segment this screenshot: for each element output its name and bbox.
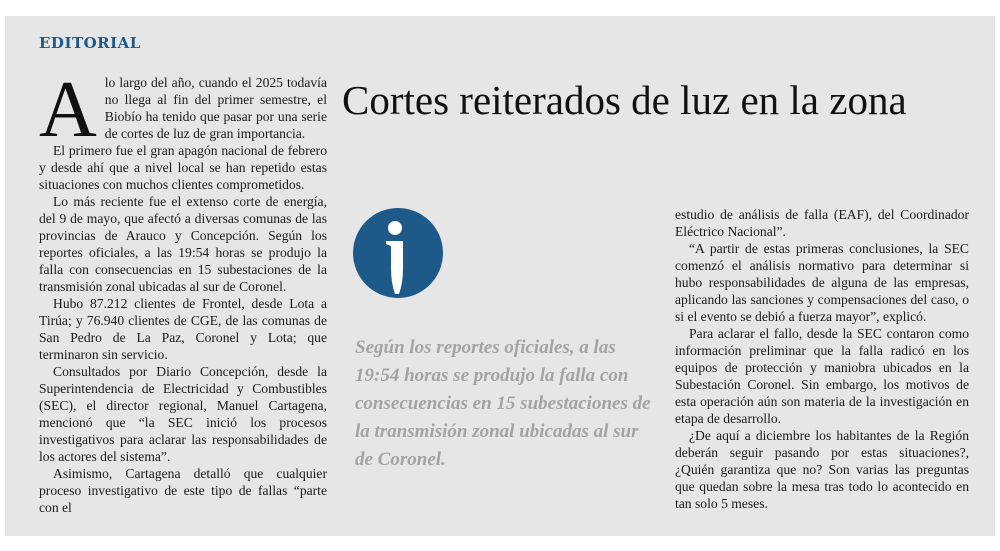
- drop-cap: A: [39, 66, 97, 154]
- paragraph: El primero fue el gran apagón nacional de febrero y desde ahí que a nivel local se han repetido estas situaciones con muchos clientes comprometidos.: [39, 143, 327, 192]
- paragraph: estudio de análisis de falla (EAF), del Coordinador Eléctrico Nacional”.: [675, 207, 969, 239]
- info-icon: [353, 208, 443, 298]
- paragraph: Consultados por Diario Concepción, desde la Superintendencia de Electricidad y Combustibles (SEC), el director regional, Manuel Cartagena, mencionó que “la SEC inició los procesos investigativos para aclarar las responsabilidades de los actores del sistema”.: [39, 364, 327, 464]
- paragraph: “A partir de estas primeras conclusiones, la SEC comenzó el análisis normativo para determinar si hubo responsabilidades de alguna de las empresas, aplicando las sanciones y compensaciones del caso, o si el evento se debió a fuerza mayor”, explicó.: [675, 241, 969, 324]
- paragraph: Alo largo del año, cuando el 2025 todavía no llega al fin del primer semestre, el Biobío ha tenido que pasar por una serie de cortes de luz de gran importancia.: [39, 66, 327, 154]
- pull-quote: Según los reportes oficiales, a las 19:54 horas se produjo la falla con consecuencias en 15 subestaciones de la transmisión zonal ubicadas al sur de Coronel.: [355, 337, 651, 470]
- headline: Cortes reiterados de luz en la zona: [342, 77, 907, 123]
- column-left: [39, 66, 327, 516]
- paragraph: Para aclarar el fallo, desde la SEC contaron como información preliminar que la falla radicó en los equipos de protección y maniobra ubicados en la Subestación Coronel. Sin embargo, los motivos de esta operación aún son materia de la investigación en etapa de desarrollo.: [675, 326, 969, 426]
- paragraph: Lo más reciente fue el extenso corte de energía, del 9 de mayo, que afectó a diversas comunas de las provincias de Arauco y Concepción. Según los reportes oficiales, a las 19:54 horas se produjo la falla con consecuencias en 15 subestaciones de la transmisión zonal ubicadas al sur de Coronel.: [39, 194, 327, 294]
- column-right: [675, 206, 969, 512]
- section-label: EDITORIAL: [39, 34, 141, 52]
- paragraph: Hubo 87.212 clientes de Frontel, desde Lota a Tirúa; y 76.940 clientes de CGE, de las comunas de San Pedro de La Paz, Coronel y Lota; que terminaron sin servicio.: [39, 296, 327, 362]
- paragraph: Asimismo, Cartagena detalló que cualquier proceso investigativo de este tipo de fallas “parte con el: [39, 466, 327, 515]
- paragraph: ¿De aquí a diciembre los habitantes de la Región deberán seguir pasando por estas situaciones?, ¿Quién garantiza que no? Son varias las preguntas que quedan sobre la mesa tras todo lo acontecido en tan solo 5 meses.: [675, 428, 969, 511]
- article-sheet: [5, 16, 995, 536]
